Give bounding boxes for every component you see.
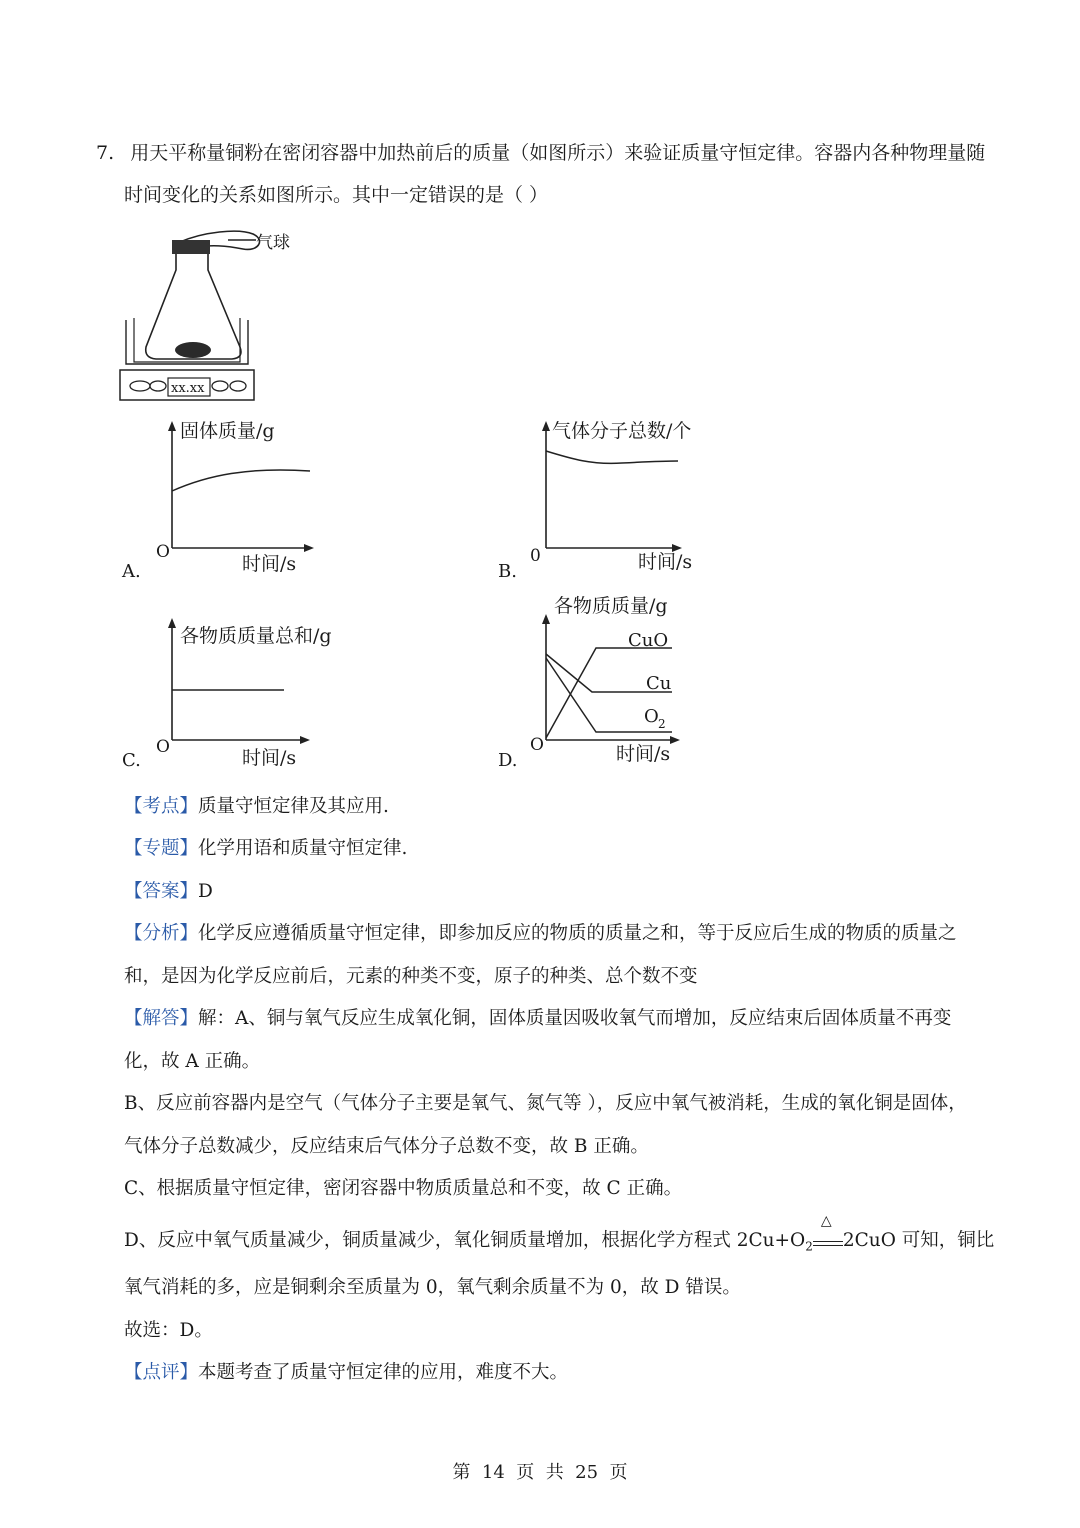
chart-d-legend-cuo: CuO — [628, 630, 669, 651]
chart-a-ylabel: 固体质量/g — [180, 420, 275, 442]
chart-c-origin: O — [156, 737, 170, 757]
reaction-condition — [813, 1213, 843, 1246]
chart-c-xlabel: 时间/s — [242, 747, 297, 769]
daan-tag: 【答案】 — [124, 881, 199, 902]
chart-b-line — [546, 451, 678, 463]
chart-d-ylabel: 各物质质量/g — [554, 595, 668, 617]
chart-d-legend-o2: O — [644, 706, 659, 727]
chart-b — [492, 415, 792, 585]
question-line-1 — [96, 141, 985, 165]
b-text-2: 气体分子总数减少，反应结束后气体分子总数不变，故 B 正确。 — [124, 1136, 649, 1157]
c-text: C、根据质量守恒定律，密闭容器中物质质量总和不变，故 C 正确。 — [124, 1178, 683, 1199]
fenxi-text-2: 和，是因为化学反应前后，元素的种类不变，原子的种类、总个数不变 — [124, 966, 698, 987]
chart-c-ylabel: 各物质质量总和/g — [180, 625, 332, 647]
dianping-text: 本题考查了质量守恒定律的应用，难度不大。 — [198, 1362, 569, 1383]
jieda-text-2: 化，故 A 正确。 — [124, 1051, 261, 1072]
kaodian-row — [124, 792, 389, 818]
chart-a — [118, 415, 458, 585]
question-text-1: 用天平称量铜粉在密闭容器中加热前后的质量（如图所示）来验证质量守恒定律。容器内各种物理量随 — [130, 142, 986, 164]
chart-d-option: D. — [498, 750, 518, 771]
daan-row — [124, 877, 213, 903]
chart-b-option: B. — [498, 561, 517, 582]
guxuan-text: 故选：D。 — [124, 1320, 213, 1341]
d-text-1b: 2CuO 可知，铜比 — [842, 1230, 995, 1251]
copper-powder — [175, 342, 211, 358]
zhuanti-tag: 【专题】 — [124, 838, 199, 859]
d-text-2: 氧气消耗的多，应是铜剩余至质量为 0，氧气剩余质量不为 0，故 D 错误。 — [124, 1277, 741, 1298]
balance-button-1 — [130, 381, 150, 391]
stopper — [172, 240, 210, 254]
d-text-1-sub: 2 — [805, 1239, 813, 1254]
chart-d — [492, 588, 792, 778]
kaodian-tag: 【考点】 — [124, 796, 199, 817]
chart-c-option: C. — [122, 750, 141, 771]
balloon-label: 气球 — [256, 233, 290, 253]
equals-arrow — [813, 1241, 843, 1246]
d-row-1 — [124, 1213, 995, 1254]
fenxi-tag: 【分析】 — [124, 923, 199, 944]
zhuanti-row — [124, 834, 407, 860]
chart-a-origin: O — [156, 542, 170, 562]
dianping-row — [124, 1358, 568, 1384]
zhuanti-text: 化学用语和质量守恒定律. — [198, 838, 408, 859]
balance-button-3 — [212, 381, 228, 391]
chart-d-legend-cu: Cu — [646, 673, 672, 694]
chart-a-option: A. — [122, 561, 141, 582]
fenxi-text-1: 化学反应遵循质量守恒定律，即参加反应的物质的质量之和，等于反应后生成的物质的质量之 — [198, 923, 957, 944]
chart-b-origin: 0 — [530, 546, 541, 566]
balance-button-4 — [230, 381, 246, 391]
jieda-tag: 【解答】 — [124, 1008, 199, 1029]
chart-a-line — [172, 470, 310, 491]
balance-display-value: xx.xx — [171, 381, 205, 396]
fenxi-row — [124, 919, 957, 945]
balance-button-2 — [150, 381, 166, 391]
chart-b-ylabel: 气体分子总数/个 — [552, 420, 692, 442]
question-number: 7. — [96, 142, 115, 164]
chart-d-legend-o2-sub: 2 — [658, 717, 666, 731]
jieda-text-1: 解：A、铜与氧气反应生成氧化铜，固体质量因吸收氧气而增加，反应结束后固体质量不再变 — [198, 1008, 952, 1029]
d-text-1a: D、反应中氧气质量减少，铜质量减少，氧化铜质量增加，根据化学方程式 2Cu+O — [124, 1230, 806, 1251]
b-text-1: B、反应前容器内是空气（气体分子主要是氧气、氮气等 ），反应中氧气被消耗，生成的氧化铜是固体， — [124, 1093, 967, 1114]
chart-d-origin: O — [530, 735, 544, 755]
question-text-2: 时间变化的关系如图所示。其中一定错误的是（ ） — [124, 184, 549, 206]
page-footer: 第 14 页 共 25 页 — [452, 1462, 628, 1483]
dianping-tag: 【点评】 — [124, 1362, 199, 1383]
chart-a-xlabel: 时间/s — [242, 553, 297, 575]
daan-text: D — [198, 881, 213, 902]
chart-c — [118, 610, 458, 780]
chart-b-xlabel: 时间/s — [638, 551, 693, 573]
chart-d-xlabel: 时间/s — [616, 743, 671, 765]
jieda-row — [124, 1004, 951, 1030]
heat-symbol: △ — [820, 1213, 832, 1229]
kaodian-text: 质量守恒定律及其应用. — [198, 796, 389, 817]
apparatus-figure — [118, 222, 318, 404]
